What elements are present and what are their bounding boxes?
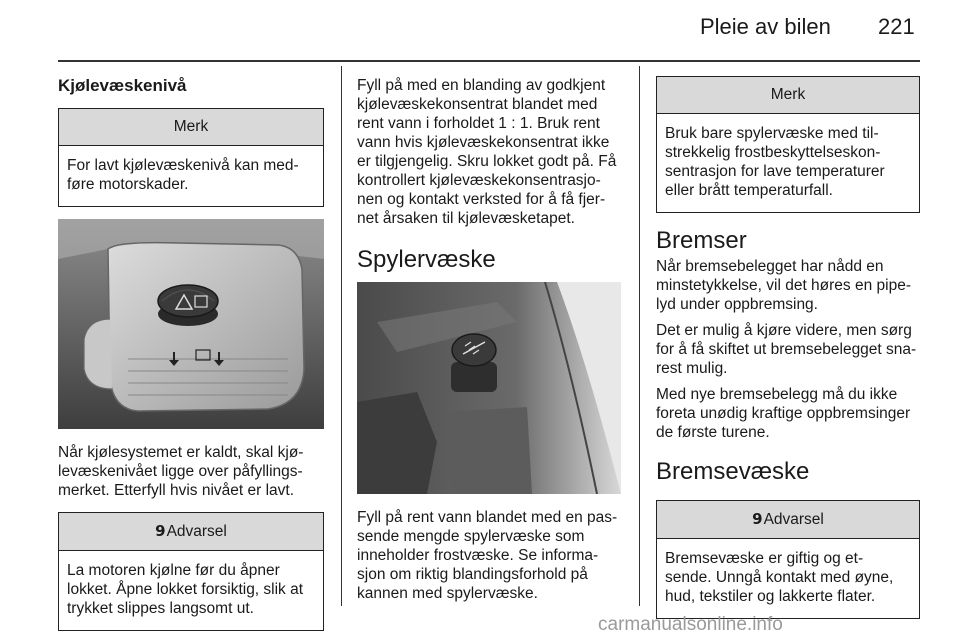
warning-title bbox=[59, 513, 323, 551]
body-paragraph bbox=[58, 443, 324, 500]
body-line: de første turene. bbox=[656, 424, 770, 441]
warning-triangle-icon: 9 bbox=[752, 510, 763, 528]
body-line: Med nye bremsebelegg må du ikke bbox=[656, 386, 898, 403]
header-title: Pleie av bilen bbox=[700, 14, 831, 39]
body-line: inneholder frostvæske. Se informa- bbox=[357, 547, 599, 564]
section-heading-coolant-level: Kjølevæskenivå bbox=[58, 76, 187, 95]
body-line: Fyll på med en blanding av godkjent bbox=[357, 77, 606, 94]
brakes-paragraph bbox=[656, 321, 920, 378]
watermark: carmanualsonline.info bbox=[598, 614, 783, 635]
brakes-paragraph bbox=[656, 257, 920, 314]
note-title: Merk bbox=[59, 109, 323, 146]
warning-line: La motoren kjølne før du åpner bbox=[67, 562, 280, 579]
note-box-washer bbox=[656, 76, 920, 213]
warning-body bbox=[657, 539, 919, 618]
section-heading-washer-fluid: Spylervæske bbox=[357, 246, 496, 273]
body-line: kjølevæskekonsentrat blandet med bbox=[357, 96, 598, 113]
body-line: sende mengde spylervæske som bbox=[357, 528, 585, 545]
body-line: Fyll på rent vann blandet med en pas- bbox=[357, 509, 618, 526]
body-line: sjon om riktig blandingsforhold på bbox=[357, 566, 588, 583]
body-line: kontrollert kjølevæskekonsentrasjo- bbox=[357, 172, 601, 189]
header-rule bbox=[58, 60, 920, 62]
coolant-reservoir-illustration bbox=[58, 219, 324, 429]
intro-paragraph bbox=[357, 76, 623, 228]
warning-title bbox=[657, 501, 919, 539]
note-line: føre motorskader. bbox=[67, 176, 189, 193]
warning-line: lokket. Åpne lokket forsiktig, slik at bbox=[67, 581, 304, 598]
body-line: nen og kontakt verksted for å få fjer- bbox=[357, 191, 606, 208]
body-line: rent vann i forholdet 1 : 1. Bruk rent bbox=[357, 115, 600, 132]
body-line: Når bremsebelegget har nådd en bbox=[656, 258, 884, 275]
body-line: net årsaken til kjølevæsketapet. bbox=[357, 210, 575, 227]
note-box-coolant bbox=[58, 108, 324, 207]
column-3 bbox=[656, 76, 920, 619]
body-line: Det er mulig å kjøre videre, men sørg bbox=[656, 322, 912, 339]
body-line: levæskenivået ligge over påfyllings- bbox=[58, 463, 303, 480]
body-line: kannen med spylervæske. bbox=[357, 585, 538, 602]
body-line: rest mulig. bbox=[656, 360, 728, 377]
warning-line: trykket slippes langsomt ut. bbox=[67, 600, 254, 617]
warning-triangle-icon: 9 bbox=[155, 522, 166, 540]
warning-box-coolant bbox=[58, 512, 324, 631]
page-number: 221 bbox=[878, 14, 915, 39]
warning-box-brake-fluid bbox=[656, 500, 920, 619]
body-line: for å få skiftet ut bremsebelegget sna- bbox=[656, 341, 917, 358]
column-2 bbox=[357, 76, 623, 603]
section-heading-brakes: Bremser bbox=[656, 227, 747, 254]
body-paragraph bbox=[357, 508, 623, 603]
warning-line: hud, tekstiler og lakkerte flater. bbox=[665, 588, 876, 605]
note-line: For lavt kjølevæskenivå kan med- bbox=[67, 157, 299, 174]
note-title: Merk bbox=[657, 77, 919, 114]
note-body bbox=[59, 146, 323, 206]
coolant-reservoir-photo bbox=[58, 219, 324, 429]
note-line: strekkelig frostbeskyttelseskon- bbox=[665, 144, 881, 161]
column-1 bbox=[58, 76, 324, 631]
body-line: lyd under oppbremsing. bbox=[656, 296, 818, 313]
warning-body bbox=[59, 551, 323, 630]
warning-title-text: Advarsel bbox=[166, 523, 227, 540]
note-body bbox=[657, 114, 919, 212]
body-line: Når kjølesystemet er kaldt, skal kjø- bbox=[58, 444, 304, 461]
body-line: vann hvis kjølevæskekonsentrat ikke bbox=[357, 134, 610, 151]
body-line: merket. Etterfyll hvis nivået er lavt. bbox=[58, 482, 295, 499]
washer-fluid-illustration bbox=[357, 282, 621, 494]
note-line: eller brått temperaturfall. bbox=[665, 182, 833, 199]
warning-line: sende. Unngå kontakt med øyne, bbox=[665, 569, 894, 586]
body-line: er tilgjengelig. Skru lokket godt på. Få bbox=[357, 153, 617, 170]
body-line: minstetykkelse, vil det høres en pipe- bbox=[656, 277, 911, 294]
column-divider-1 bbox=[341, 66, 342, 606]
column-divider-2 bbox=[639, 66, 640, 606]
warning-title-text: Advarsel bbox=[763, 511, 824, 528]
brakes-paragraph bbox=[656, 385, 920, 442]
note-line: Bruk bare spylervæske med til- bbox=[665, 125, 879, 142]
section-heading-brake-fluid: Bremsevæske bbox=[656, 458, 810, 485]
note-line: sentrasjon for lave temperaturer bbox=[665, 163, 885, 180]
washer-fluid-photo bbox=[357, 282, 621, 494]
warning-line: Bremsevæske er giftig og et- bbox=[665, 550, 864, 567]
body-line: foreta unødig kraftige oppbremsinger bbox=[656, 405, 911, 422]
